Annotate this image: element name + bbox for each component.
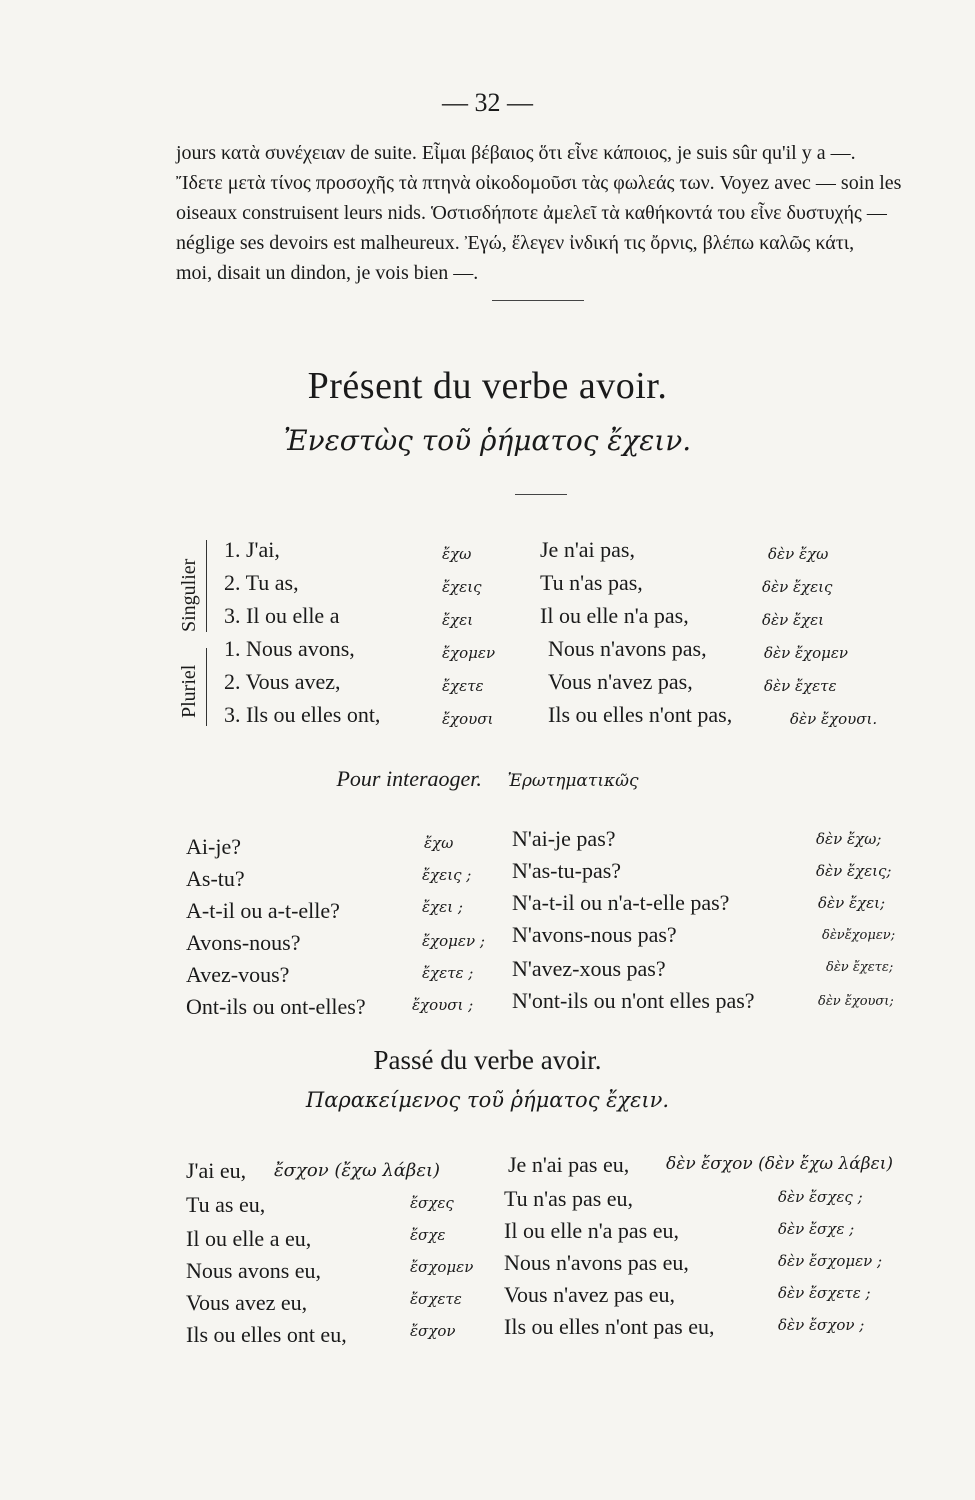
intro-line: jours κατὰ συνέχειαν de suite. Εἶμαι βέβαιος ὅτι εἶνε κάποιος, je suis sûr qu'il y a —. bbox=[176, 142, 856, 164]
interrogative-title-gr: Ἐρωτηματικῶς bbox=[507, 771, 639, 791]
interrogative-fr: A-t-il ou a-t-elle? bbox=[186, 898, 340, 923]
interrogative-neg-fr: N'ai-je pas? bbox=[512, 826, 616, 851]
past-neg-gr: δὲν ἔσχες ; bbox=[778, 1188, 863, 1206]
interrogative-gr: ἔχω bbox=[424, 834, 454, 852]
interrogative-gr: ἔχεις ; bbox=[422, 866, 472, 884]
interrogative-neg-fr: N'avez-xous pas? bbox=[512, 956, 666, 981]
present-fr: 2. Vous avez, bbox=[224, 669, 341, 694]
present-neg-fr: Vous n'avez pas, bbox=[548, 669, 693, 694]
past-fr: Il ou elle a eu, bbox=[186, 1226, 312, 1251]
interrogative-title bbox=[0, 766, 975, 792]
past-neg-gr: δὲν ἔσχομεν ; bbox=[778, 1252, 883, 1270]
present-title-greek: Ἐνεστὼς τοῦ ῥήματος ἔχειν. bbox=[283, 424, 692, 457]
interrogative-neg-fr: N'ont-ils ou n'ont elles pas? bbox=[512, 988, 755, 1013]
present-gr: ἔχουσι bbox=[442, 710, 494, 728]
present-neg-gr: δὲν ἔχουσι. bbox=[790, 710, 878, 728]
past-gr: ἔσχον (ἔχω λάβει) bbox=[274, 1160, 441, 1181]
past-fr: Ils ou elles ont eu, bbox=[186, 1322, 347, 1347]
past-gr: ἔσχετε bbox=[410, 1290, 462, 1308]
present-title: Présent du verbe avoir. bbox=[307, 365, 668, 407]
interrogative-fr: As-tu? bbox=[186, 866, 245, 891]
interrogative-fr: Avons-nous? bbox=[186, 930, 301, 955]
interrogative-neg-gr: δὲν ἔχετε; bbox=[826, 960, 894, 975]
past-fr: Tu as eu, bbox=[186, 1192, 266, 1217]
past-neg-fr: Vous n'avez pas eu, bbox=[504, 1282, 675, 1307]
interrogative-gr: ἔχομεν ; bbox=[422, 932, 485, 950]
past-neg-gr: δὲν ἔσχον ; bbox=[778, 1316, 865, 1334]
present-neg-gr: δὲν ἔχω bbox=[768, 545, 829, 563]
past-fr: Nous avons eu, bbox=[186, 1258, 322, 1283]
present-fr: 3. Il ou elle a bbox=[224, 603, 340, 628]
interrogative-neg-gr: δὲν ἔχει; bbox=[818, 894, 886, 912]
present-neg-gr: δὲν ἔχετε bbox=[764, 677, 837, 695]
past-neg-fr: Nous n'avons pas eu, bbox=[504, 1250, 689, 1275]
intro-paragraph bbox=[176, 138, 916, 288]
past-gr: ἔσχες bbox=[410, 1194, 454, 1212]
present-neg-gr: δὲν ἔχεις bbox=[762, 578, 833, 596]
interrogative-neg-fr: N'avons-nous pas? bbox=[512, 922, 677, 947]
intro-line: oiseaux construisent leurs nids. Ὁστισδήποτε ἀμελεῖ τὰ καθήκοντά του εἶνε δυστυχής — bbox=[176, 202, 887, 224]
past-gr: ἔσχον bbox=[410, 1322, 456, 1340]
present-gr: ἔχεις bbox=[442, 578, 482, 596]
divider bbox=[492, 300, 584, 301]
intro-line: néglige ses devoirs est malheureux. Ἐγώ, ἔλεγεν ἰνδική τις ὄρνις, βλέπω καλῶς κάτι, bbox=[176, 232, 855, 254]
past-neg-gr: δὲν ἔσχετε ; bbox=[778, 1284, 871, 1302]
present-gr: ἔχω bbox=[442, 545, 472, 563]
past-fr: J'ai eu, bbox=[186, 1158, 247, 1183]
present-neg-fr: Je n'ai pas, bbox=[540, 537, 635, 562]
interrogative-neg-gr: δὲν ἔχουσι; bbox=[818, 994, 894, 1009]
present-neg-fr: Il ou elle n'a pas, bbox=[540, 603, 689, 628]
page-number: — 32 — bbox=[442, 88, 533, 117]
present-gr: ἔχει bbox=[442, 611, 474, 629]
present-fr: 1. J'ai, bbox=[224, 537, 280, 562]
past-title: Passé du verbe avoir. bbox=[373, 1045, 602, 1075]
interrogative-neg-fr: N'as-tu-pas? bbox=[512, 858, 622, 883]
singular-brace bbox=[206, 540, 207, 632]
plural-brace bbox=[206, 648, 207, 726]
present-neg-gr: δὲν ἔχει bbox=[762, 611, 825, 629]
interrogative-neg-gr: δὲνἔχομεν; bbox=[822, 928, 896, 943]
divider bbox=[515, 494, 567, 495]
present-fr: 2. Tu as, bbox=[224, 570, 299, 595]
intro-line: Ἴδετε μετὰ τίνος προσοχῆς τὰ πτηνὰ οἰκοδομοῦσι τὰς φωλεάς των. Voyez avec — soin les bbox=[176, 172, 902, 194]
interrogative-fr: Avez-vous? bbox=[186, 962, 290, 987]
past-neg-gr: δὲν ἔσχε ; bbox=[778, 1220, 855, 1238]
intro-line: moi, disait un dindon, je vois bien —. bbox=[176, 262, 479, 284]
present-gr: ἔχετε bbox=[442, 677, 484, 695]
interrogative-gr: ἔχετε ; bbox=[422, 964, 474, 982]
present-fr: 1. Nous avons, bbox=[224, 636, 355, 661]
interrogative-gr: ἔχει ; bbox=[422, 898, 463, 916]
interrogative-neg-gr: δὲν ἔχω; bbox=[816, 830, 882, 848]
past-neg-fr: Il ou elle n'a pas eu, bbox=[504, 1218, 680, 1243]
past-neg-fr: Ils ou elles n'ont pas eu, bbox=[504, 1314, 715, 1339]
past-neg-fr: Tu n'as pas eu, bbox=[504, 1186, 634, 1211]
interrogative-fr: Ai-je? bbox=[186, 834, 241, 859]
present-neg-fr: Nous n'avons pas, bbox=[548, 636, 707, 661]
present-fr: 3. Ils ou elles ont, bbox=[224, 702, 381, 727]
interrogative-neg-fr: N'a-t-il ou n'a-t-elle pas? bbox=[512, 890, 730, 915]
present-gr: ἔχομεν bbox=[442, 644, 496, 662]
past-gr: ἔσχομεν bbox=[410, 1258, 474, 1276]
plural-label: Pluriel bbox=[178, 664, 200, 718]
present-neg-fr: Ils ou elles n'ont pas, bbox=[548, 702, 733, 727]
interrogative-gr: ἔχουσι ; bbox=[412, 996, 474, 1014]
present-neg-fr: Tu n'as pas, bbox=[540, 570, 643, 595]
past-neg-fr: Je n'ai pas eu, bbox=[508, 1152, 630, 1177]
singular-label: Singulier bbox=[178, 558, 200, 632]
present-neg-gr: δὲν ἔχομεν bbox=[764, 644, 849, 662]
interrogative-neg-gr: δὲν ἔχεις; bbox=[816, 862, 892, 880]
past-neg-gr: δὲν ἔσχον (δὲν ἔχω λάβει) bbox=[666, 1154, 894, 1174]
interrogative-title-fr: Pour interaoger. bbox=[336, 766, 482, 791]
past-title-greek: Παρακείμενος τοῦ ῥήματος ἔχειν. bbox=[305, 1088, 670, 1112]
past-fr: Vous avez eu, bbox=[186, 1290, 308, 1315]
past-gr: ἔσχε bbox=[410, 1226, 446, 1244]
interrogative-fr: Ont-ils ou ont-elles? bbox=[186, 994, 366, 1019]
